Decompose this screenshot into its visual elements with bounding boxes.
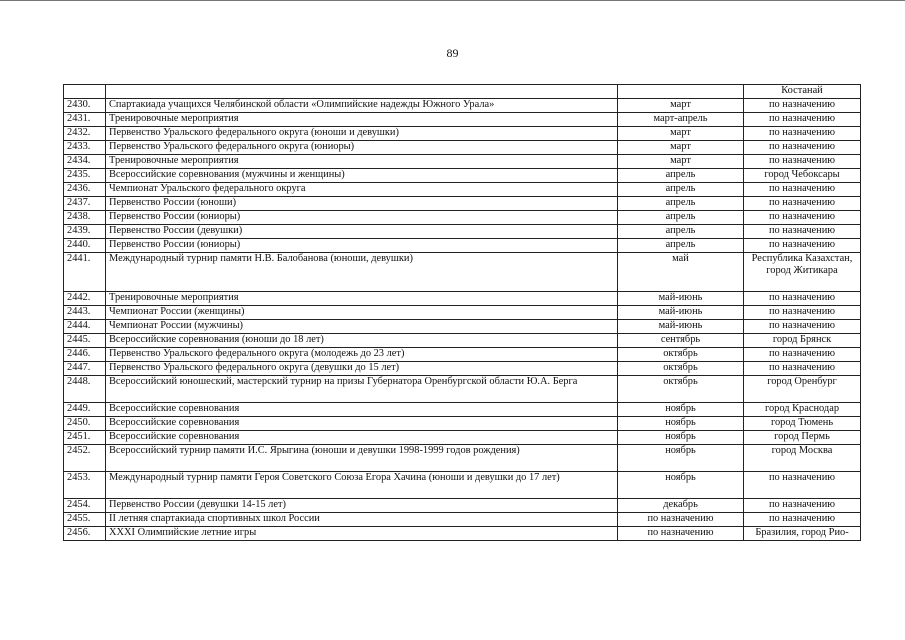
event-place: по назначению [744, 99, 861, 113]
event-place: Костанай [744, 85, 861, 99]
table-row [64, 362, 861, 376]
event-name: Первенство Уральского федерального округа (молодежь до 23 лет) [106, 348, 618, 362]
row-number: 2445. [64, 334, 106, 348]
row-number: 2440. [64, 239, 106, 253]
event-date: март [618, 127, 744, 141]
event-place: по назначению [744, 225, 861, 239]
event-date: апрель [618, 183, 744, 197]
table-row [64, 155, 861, 169]
event-date [618, 85, 744, 99]
event-name: Всероссийские соревнования (мужчины и женщины) [106, 169, 618, 183]
row-number: 2433. [64, 141, 106, 155]
event-place: по назначению [744, 292, 861, 306]
row-number: 2456. [64, 527, 106, 541]
event-name: Международный турнир памяти Н.В. Балобанова (юноши, девушки) [106, 253, 618, 292]
event-date: апрель [618, 197, 744, 211]
event-name: II летняя спартакиада спортивных школ России [106, 513, 618, 527]
table-row [64, 292, 861, 306]
table-row [64, 527, 861, 541]
event-name: Международный турнир памяти Героя Советского Союза Егора Хачина (юноши и девушки до 17 лет) [106, 472, 618, 499]
event-date: по назначению [618, 513, 744, 527]
row-number: 2446. [64, 348, 106, 362]
event-name: Первенство Уральского федерального округа (девушки до 15 лет) [106, 362, 618, 376]
row-number: 2452. [64, 445, 106, 472]
table-row [64, 99, 861, 113]
row-number: 2432. [64, 127, 106, 141]
event-date: апрель [618, 211, 744, 225]
event-date: март-апрель [618, 113, 744, 127]
event-name: Чемпионат России (мужчины) [106, 320, 618, 334]
event-date: октябрь [618, 376, 744, 403]
row-number: 2441. [64, 253, 106, 292]
event-name: Первенство России (юниоры) [106, 211, 618, 225]
event-name: Чемпионат России (женщины) [106, 306, 618, 320]
event-place: город Пермь [744, 431, 861, 445]
table-row [64, 113, 861, 127]
event-place: по назначению [744, 306, 861, 320]
table-row [64, 197, 861, 211]
event-name: XXXI Олимпийские летние игры [106, 527, 618, 541]
event-name: Тренировочные мероприятия [106, 292, 618, 306]
event-date: март [618, 155, 744, 169]
event-place: город Москва [744, 445, 861, 472]
event-name: Всероссийские соревнования [106, 431, 618, 445]
event-name [106, 85, 618, 99]
table-row [64, 403, 861, 417]
table-row-continued [64, 85, 861, 99]
row-number: 2449. [64, 403, 106, 417]
event-name: Первенство Уральского федерального округа (юноши и девушки) [106, 127, 618, 141]
event-date: март [618, 99, 744, 113]
event-date: апрель [618, 239, 744, 253]
row-number: 2439. [64, 225, 106, 239]
row-number: 2442. [64, 292, 106, 306]
page-number: 89 [446, 46, 459, 60]
event-name: Всероссийские соревнования [106, 417, 618, 431]
table-row [64, 141, 861, 155]
event-name: Первенство России (девушки) [106, 225, 618, 239]
row-number: 2438. [64, 211, 106, 225]
event-date: по назначению [618, 527, 744, 541]
event-place: Республика Казахстан, город Житикара [744, 253, 861, 292]
row-number: 2443. [64, 306, 106, 320]
top-rule [0, 0, 905, 1]
event-place: город Чебоксары [744, 169, 861, 183]
event-name: Тренировочные мероприятия [106, 155, 618, 169]
event-place: город Брянск [744, 334, 861, 348]
events-table-body [64, 85, 861, 541]
event-place: по назначению [744, 197, 861, 211]
event-date: апрель [618, 225, 744, 239]
table-row [64, 348, 861, 362]
event-place: по назначению [744, 183, 861, 197]
row-number: 2455. [64, 513, 106, 527]
table-row [64, 183, 861, 197]
event-date: октябрь [618, 362, 744, 376]
table-row [64, 239, 861, 253]
event-place: по назначению [744, 211, 861, 225]
table-row [64, 127, 861, 141]
table-row [64, 320, 861, 334]
event-name: Первенство России (девушки 14-15 лет) [106, 499, 618, 513]
event-name: Первенство России (юниоры) [106, 239, 618, 253]
event-place: по назначению [744, 239, 861, 253]
event-date: март [618, 141, 744, 155]
event-place: по назначению [744, 127, 861, 141]
event-place: по назначению [744, 155, 861, 169]
event-place: по назначению [744, 348, 861, 362]
event-date: ноябрь [618, 403, 744, 417]
event-name: Первенство России (юноши) [106, 197, 618, 211]
event-date: ноябрь [618, 472, 744, 499]
events-table [63, 84, 861, 541]
row-number: 2435. [64, 169, 106, 183]
table-row [64, 169, 861, 183]
event-place: город Тюмень [744, 417, 861, 431]
event-place: по назначению [744, 362, 861, 376]
row-number: 2448. [64, 376, 106, 403]
row-number: 2437. [64, 197, 106, 211]
event-date: май [618, 253, 744, 292]
event-place: по назначению [744, 499, 861, 513]
event-date: ноябрь [618, 445, 744, 472]
row-number: 2430. [64, 99, 106, 113]
row-number: 2444. [64, 320, 106, 334]
event-place: город Оренбург [744, 376, 861, 403]
event-date: ноябрь [618, 417, 744, 431]
table-row [64, 376, 861, 403]
event-name: Чемпионат Уральского федерального округа [106, 183, 618, 197]
event-name: Спартакиада учащихся Челябинской области «Олимпийские надежды Южного Урала» [106, 99, 618, 113]
event-date: декабрь [618, 499, 744, 513]
event-name: Всероссийский юношеский, мастерский турнир на призы Губернатора Оренбургской области Ю.А. Берга [106, 376, 618, 403]
row-number: 2454. [64, 499, 106, 513]
table-row [64, 431, 861, 445]
event-place: по назначению [744, 141, 861, 155]
table-row [64, 445, 861, 472]
event-date: май-июнь [618, 292, 744, 306]
event-date: май-июнь [618, 306, 744, 320]
event-name: Всероссийские соревнования (юноши до 18 лет) [106, 334, 618, 348]
table-row [64, 499, 861, 513]
event-date: май-июнь [618, 320, 744, 334]
row-number: 2436. [64, 183, 106, 197]
row-number: 2431. [64, 113, 106, 127]
event-date: ноябрь [618, 431, 744, 445]
table-row [64, 513, 861, 527]
row-number: 2450. [64, 417, 106, 431]
event-name: Всероссийский турнир памяти И.С. Ярыгина (юноши и девушки 1998-1999 годов рождения) [106, 445, 618, 472]
row-number: 2447. [64, 362, 106, 376]
event-name: Всероссийские соревнования [106, 403, 618, 417]
event-name: Тренировочные мероприятия [106, 113, 618, 127]
event-name: Первенство Уральского федерального округа (юниоры) [106, 141, 618, 155]
event-date: октябрь [618, 348, 744, 362]
event-place: город Краснодар [744, 403, 861, 417]
event-place: по назначению [744, 513, 861, 527]
row-number [64, 85, 106, 99]
row-number: 2451. [64, 431, 106, 445]
table-row [64, 253, 861, 292]
table-row [64, 211, 861, 225]
table-row [64, 472, 861, 499]
event-place: по назначению [744, 113, 861, 127]
event-date: апрель [618, 169, 744, 183]
table-row [64, 417, 861, 431]
event-date: сентябрь [618, 334, 744, 348]
event-place: Бразилия, город Рио- [744, 527, 861, 541]
table-row [64, 306, 861, 320]
row-number: 2453. [64, 472, 106, 499]
event-place: по назначению [744, 320, 861, 334]
event-place: по назначению [744, 472, 861, 499]
row-number: 2434. [64, 155, 106, 169]
table-row [64, 225, 861, 239]
table-row [64, 334, 861, 348]
